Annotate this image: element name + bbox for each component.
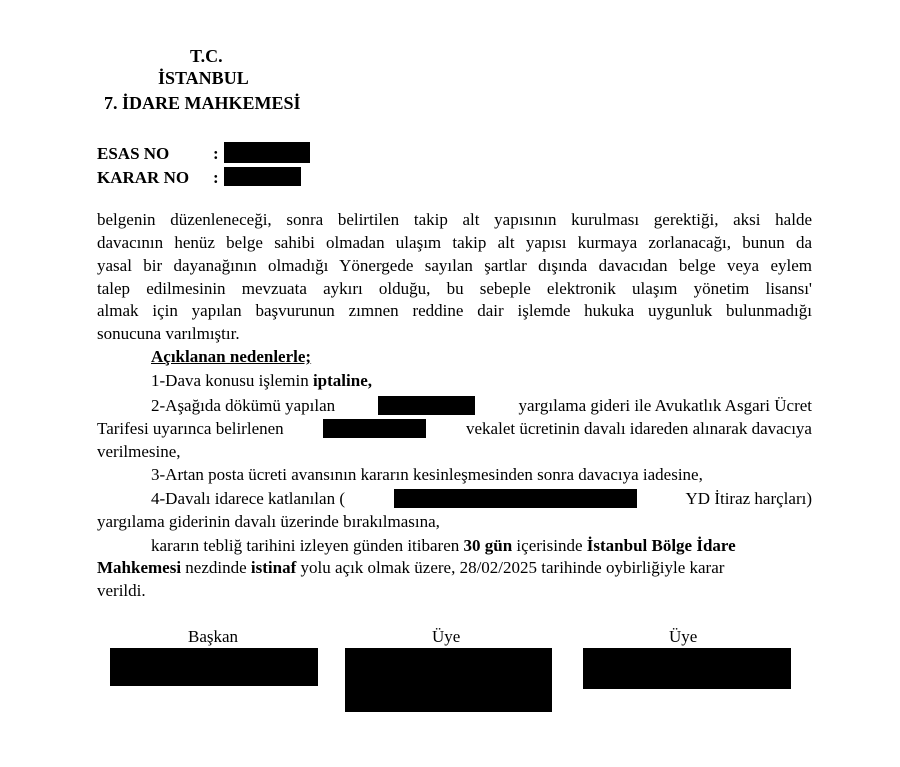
verdict-item-4-text-b: YD İtiraz harçları): [685, 489, 812, 508]
closing-bold-court: İstanbul Bölge İdare: [586, 536, 736, 555]
verdict-item-2-line-2: [97, 419, 812, 438]
closing-text-3: nezdinde: [181, 558, 251, 577]
body-line-3: yasal bir dayanağının olmadığı Yönergede sayılan şartlar dışında davacıdan belge veya eylem: [97, 256, 812, 275]
item-2-fee-redaction: [323, 419, 426, 438]
verdict-heading: Açıklanan nedenlerle;: [151, 347, 312, 366]
signature-member-2-label: Üye: [669, 627, 698, 646]
karar-no-label: KARAR NO: [97, 168, 190, 187]
closing-text-4: yolu açık olmak üzere, 28/02/2025 tarihinde oybirliğiyle karar: [296, 558, 725, 577]
verdict-item-2-line-1: [151, 396, 812, 415]
verdict-item-2-text-d: vekalet ücretinin davalı idareden alınarak davacıya: [466, 419, 812, 438]
closing-text-2: içerisinde: [512, 536, 587, 555]
body-line-1: belgenin düzenleneceği, sonra belirtilen takip alt yapısının kurulması gerektiği, aksi halde: [97, 210, 812, 229]
closing-text-1: kararın tebliğ tarihini izleyen günden itibaren: [151, 536, 464, 555]
header-tc: T.C.: [190, 46, 223, 66]
verdict-item-2-line-3: verilmesine,: [97, 442, 181, 461]
body-line-2: davacının henüz belge sahibi olmadan ulaşım takip alt yapısı kurmaya zorlanacağı, bunun da: [97, 233, 812, 252]
item-4-fee-redaction: [394, 489, 637, 508]
signature-chair-label: Başkan: [188, 627, 239, 646]
item-2-cost-redaction: [378, 396, 475, 415]
signature-member-1-redaction: [345, 648, 552, 712]
body-line-5: almak için yapılan başvurunun zımnen reddine dair işlemde hukuka uygunluk bulunmadığı: [97, 301, 812, 320]
closing-bold-istinaf: istinaf: [250, 558, 297, 577]
closing-line-3: verildi.: [97, 581, 146, 600]
verdict-item-1-bold: iptaline,: [312, 371, 372, 390]
signature-chair-redaction: [110, 648, 318, 686]
verdict-item-4-line-2: yargılama giderinin davalı üzerinde bırakılmasına,: [97, 512, 440, 531]
signature-member-1-label: Üye: [432, 627, 461, 646]
closing-line-2: [97, 559, 724, 576]
header-court-name: 7. İDARE MAHKEMESİ: [104, 93, 301, 113]
esas-no-redaction: [224, 142, 310, 163]
verdict-item-2-text-c: Tarifesi uyarınca belirlenen: [97, 419, 284, 438]
closing-bold-mahkemesi: Mahkemesi: [97, 558, 182, 577]
verdict-item-4-line-1: [151, 489, 812, 508]
verdict-item-1-text: 1-Dava konusu işlemin: [151, 371, 313, 390]
body-line-6: sonucuna varılmıştır.: [97, 324, 240, 343]
signature-member-2-redaction: [583, 648, 791, 689]
header-istanbul: İSTANBUL: [158, 68, 249, 88]
karar-no-colon: :: [213, 168, 219, 187]
esas-no-label: ESAS NO: [97, 144, 170, 163]
closing-bold-days: 30 gün: [463, 536, 513, 555]
verdict-item-1: [151, 372, 372, 389]
closing-line-1: [151, 537, 736, 554]
verdict-item-3: 3-Artan posta ücreti avansının kararın kesinleşmesinden sonra davacıya iadesine,: [151, 465, 703, 484]
body-line-4: talep edilmesinin mevzuata aykırı olduğu, bu sebeple elektronik ulaşım yönetim lisansı': [97, 279, 812, 298]
verdict-item-2-text-b: yargılama gideri ile Avukatlık Asgari Ücret: [518, 396, 812, 415]
esas-no-colon: :: [213, 144, 219, 163]
verdict-item-4-text-a: 4-Davalı idarece katlanılan (: [151, 489, 345, 508]
verdict-item-2-text-a: 2-Aşağıda dökümü yapılan: [151, 396, 336, 415]
karar-no-redaction: [224, 167, 301, 186]
